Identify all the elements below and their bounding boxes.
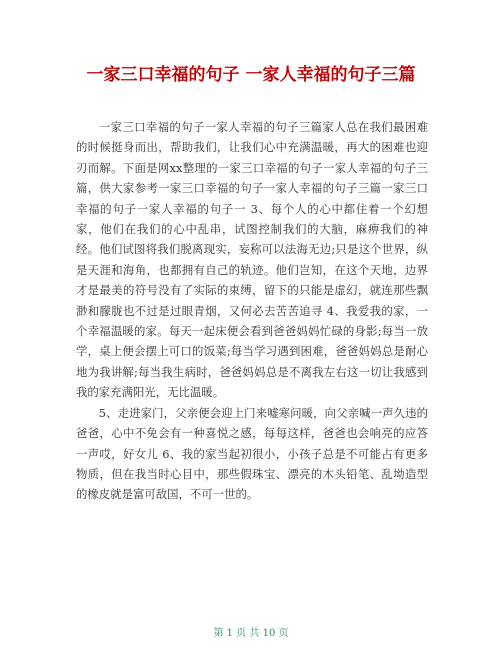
page-footer: 第 1 页 共 10 页 [213,628,289,639]
document-title: 一家三口幸福的句子 一家人幸福的句子三篇 [86,65,416,85]
paragraph-1: 一家三口幸福的句子一家人幸福的句子三篇家人总在我们最困难的时候挺身而出，帮助我们，让我们心中充满温暖，再大的困难也迎刃而解。下面是网xx整理的一家三口幸福的句子一家人幸福的句子三篇，供大家参考一家三口幸福的句子一家人幸福的句子三篇一家三口幸福的句子一家人幸福的句子一 3、每个人的心中都住着一个幻想家，他们在我们的心中乱串，试图控制我们的大脑，麻痹我们的神经。他们试图将我们脱离现实，妄称可以法海无边;只是这个世界，纵是天涯和海角，也都拥有自己的轨迹。他们岂知，在这个天地，边界才是最美的符号没有了实际的束缚，留下的只能是虚幻，就连那些飘渺和朦胧也不过是过眼青烟，又何必去苦苦追寻 4、我爱我的家，一个幸福温暖的家。每天一起床便会看到爸爸妈妈忙碌的身影;每当一放学，桌上便会摆上可口的饭菜;每当学习遇到困难，爸爸妈妈总是耐心地为我讲解;每当我生病时，爸爸妈妈总是不离我左右这一切让我感到我的家充满阳光，无比温暖。 [76,120,428,400]
document-body [76,117,428,505]
paragraph-2: 5、走进家门，父亲便会迎上门来嘘寒问暖，向父亲喊一声久违的爸爸，心中不免会有一种喜悦之感，每每这样，爸爸也会响亮的应答一声哎，好女儿 6、我的家当起初很小，小孩子总是不可能占有更多物质，但在我当时心目中，那些假珠宝、漂亮的木头铅笔、乱坳造型的橡皮就是富可敌国，不可一世的。 [76,405,428,502]
